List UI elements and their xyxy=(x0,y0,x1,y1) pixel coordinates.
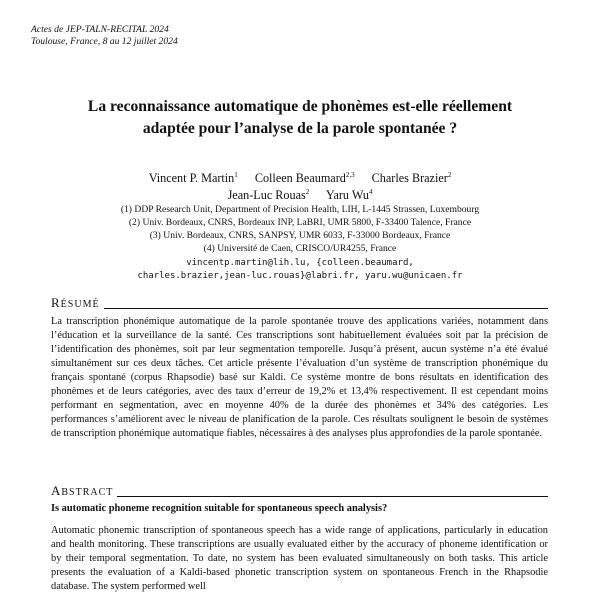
paper-title xyxy=(40,96,560,140)
author-emails xyxy=(40,257,560,283)
author-name: Jean-Luc Rouas xyxy=(227,188,306,202)
author-name: Colleen Beaumard xyxy=(254,171,346,185)
authors-line-1 xyxy=(40,170,560,187)
abstract-heading-label: ABSTRACT xyxy=(51,483,114,498)
authors-line-2 xyxy=(40,187,560,204)
author-name: Charles Brazier xyxy=(371,171,448,185)
affiliation: (1) DDP Research Unit, Department of Precision Health, LIH, L-1445 Strassen, Luxembourg xyxy=(120,204,480,215)
abstract-body xyxy=(51,524,548,594)
resume-text: La transcription phonémique automatique de la parole spontanée trouve des applications variées, notamment dans l’éducation et la surveillance de la santé. Ces transcriptions sont habituellement évaluées soit par la précision de l’identification des phonèmes, soit par leur segmentation temporelle. Jusqu’à présent, aucun système n’a été évalué simultanément sur ces deux tâches. Cet article présente l’évaluation d’un système de transcription phonémique du français spontané (corpus Rhapsodie) basé sur Kaldi. Ce système montre de bons résultats en identification des phonèmes et de leurs catégories, avec des taux d’erreur de 19,2% et 13,4% respectivement. Il est cependant moins performant en segmentation, avec en moyenne 40% de la durée des phonèmes et 34% des catégories. Les performances s’améliorent avec le niveau de planification de la parole. Ces résultats soulignent le besoin de systèmes de transcription phonémique automatique fiables, nécessaires à des analyses plus approfondies de la parole spontanée. xyxy=(51,316,548,439)
author-name: Vincent P. Martin xyxy=(148,171,235,185)
author-affil-mark: 2 xyxy=(305,187,310,196)
section-rule xyxy=(104,308,548,309)
abstract-english-title: Is automatic phoneme recognition suitable for spontaneous speech analysis? xyxy=(51,503,388,514)
author-list xyxy=(40,170,560,204)
author-affil-mark: 2,3 xyxy=(345,170,355,179)
resume-heading xyxy=(51,295,548,312)
author-name: Yaru Wu xyxy=(325,188,369,202)
venue-header xyxy=(31,24,178,48)
abstract-heading xyxy=(51,483,548,500)
author-affil-mark: 1 xyxy=(234,170,238,179)
venue-line-2: Toulouse, France, 8 au 12 juillet 2024 xyxy=(31,36,178,47)
author-affil-mark: 4 xyxy=(368,187,373,196)
resume-heading-label: RÉSUMÉ xyxy=(51,295,100,310)
venue-line-1: Actes de JEP-TALN-RECITAL 2024 xyxy=(31,24,169,35)
email-line-1: vincentp.martin@lih.lu, {colleen.beaumard, xyxy=(186,258,414,268)
title-line-1: La reconnaissance automatique de phonèmes est-elle réellement xyxy=(87,98,513,115)
affiliation: (2) Univ. Bordeaux, CNRS, Bordeaux INP, LaBRI, UMR 5800, F-33400 Talence, France xyxy=(128,217,472,228)
affiliation: (3) Univ. Bordeaux, CNRS, SANPSY, UMR 6033, F-33000 Bordeaux, France xyxy=(149,230,451,241)
title-line-2: adaptée pour l’analyse de la parole spontanée ? xyxy=(142,120,458,137)
affiliation: (4) Université de Caen, CRISCO/UR4255, France xyxy=(203,243,397,254)
abstract-text: Automatic phonemic transcription of spontaneous speech has a wide range of applications, particularly in education and health monitoring. These transcriptions are usually evaluated either by the accuracy of phoneme identification or by their temporal segmentation. To date, no system has been evaluated simultaneously on both tasks. This article presents the evaluation of a Kaldi-based phonetic transcription system on spontaneous French in the Rhapsodie database. The system performed well xyxy=(51,525,548,592)
author-affil-mark: 2 xyxy=(447,170,452,179)
email-line-2: charles.brazier,jean-luc.rouas}@labri.fr, yaru.wu@unicaen.fr xyxy=(137,271,463,281)
affiliations xyxy=(40,203,560,255)
resume-body xyxy=(51,315,548,441)
section-rule xyxy=(117,496,548,497)
